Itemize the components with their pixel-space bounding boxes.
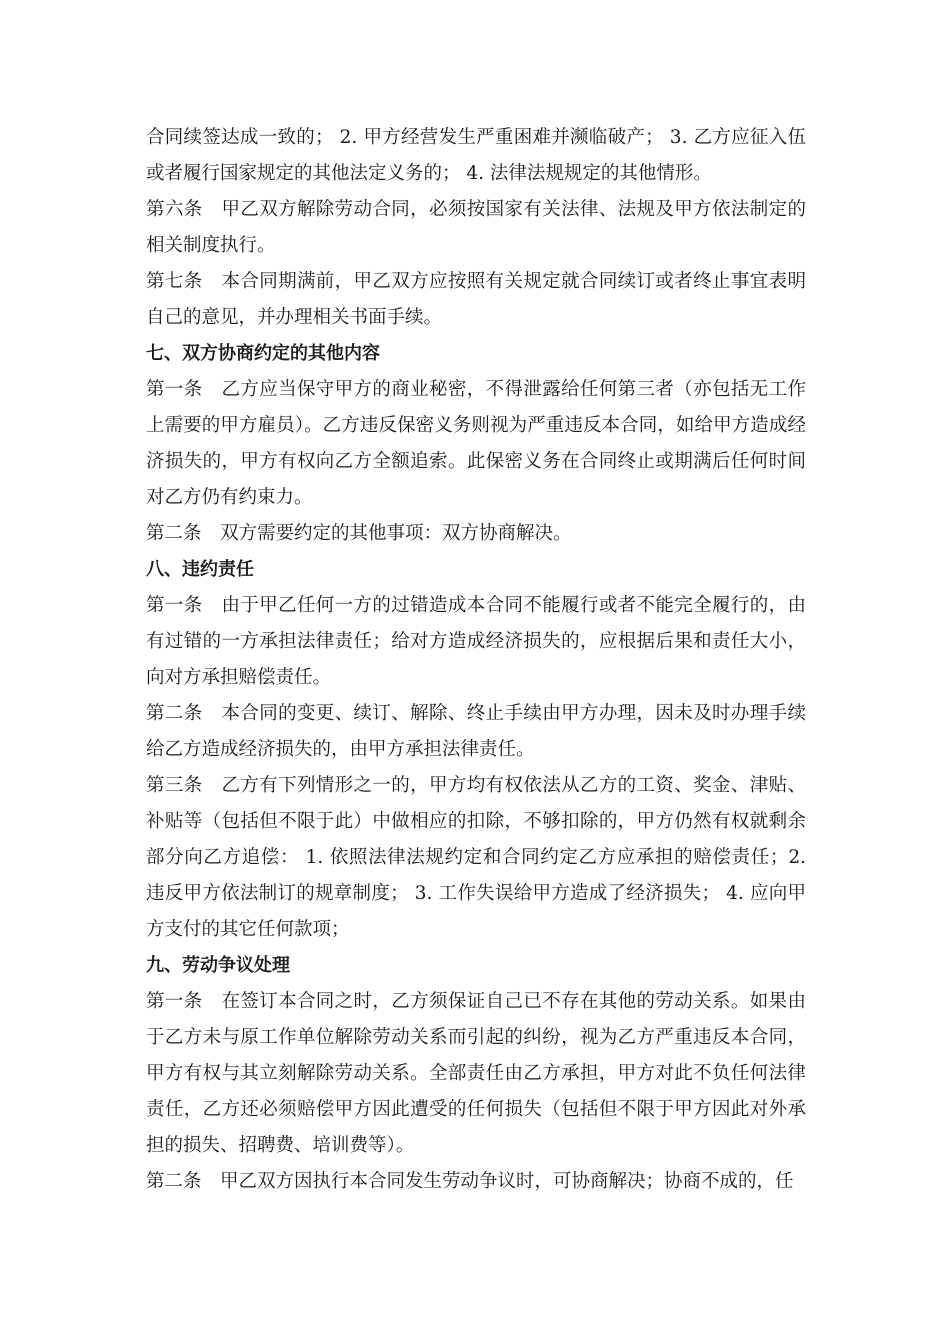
paragraph-breach-3: 第三条 乙方有下列情形之一的，甲方均有权依法从乙方的工资、奖金、津贴、补贴等（包括但不限于此）中做相应的扣除，不够扣除的，甲方仍然有权就剩余部分向乙方追偿： 1. 依照法律法规约定和合同约定乙方应承担的赔偿责任；2. 违反甲方依法制订的规章制度； 3. 工作失误给甲方造成了经济损失； 4. 应向甲方支付的其它任何款项； — [146, 775, 806, 940]
paragraph-confidentiality: 第一条 乙方应当保守甲方的商业秘密，不得泄露给任何第三者（亦包括无工作上需要的甲方雇员）。乙方违反保密义务则视为严重违反本合同，如给甲方造成经济损失的，甲方有权向乙方全额追索。此保密义务在合同终止或期满后任何时间对乙方仍有约束力。 — [146, 379, 806, 508]
section-heading-7: 七、双方协商约定的其他内容 — [146, 343, 380, 364]
paragraph-article-7: 第七条 本合同期满前，甲乙双方应按照有关规定就合同续订或者终止事宜表明自己的意见，并办理相关书面手续。 — [146, 271, 806, 328]
paragraph-continuation: 合同续签达成一致的； 2. 甲方经营发生严重困难并濒临破产； 3. 乙方应征入伍或者履行国家规定的其他法定义务的； 4. 法律法规规定的其他情形。 — [146, 127, 806, 184]
paragraph-article-6: 第六条 甲乙双方解除劳动合同，必须按国家有关法律、法规及甲方依法制定的相关制度执行。 — [146, 199, 806, 256]
paragraph-breach-1: 第一条 由于甲乙任何一方的过错造成本合同不能履行或者不能完全履行的，由有过错的一方承担法律责任；给对方造成经济损失的，应根据后果和责任大小，向对方承担赔偿责任。 — [146, 595, 806, 688]
paragraph-breach-2: 第二条 本合同的变更、续订、解除、终止手续由甲方办理，因未及时办理手续给乙方造成经济损失的，由甲方承担法律责任。 — [146, 703, 806, 760]
section-heading-8: 八、违约责任 — [146, 559, 254, 580]
document-body — [146, 120, 806, 1200]
paragraph-dispute-2: 第二条 甲乙双方因执行本合同发生劳动争议时，可协商解决；协商不成的，任 — [146, 1171, 794, 1192]
paragraph-other-matters: 第二条 双方需要约定的其他事项：双方协商解决。 — [146, 523, 572, 544]
paragraph-dispute-1: 第一条 在签订本合同之时，乙方须保证自己已不存在其他的劳动关系。如果由于乙方未与原工作单位解除劳动关系而引起的纠纷，视为乙方严重违反本合同，甲方有权与其立刻解除劳动关系。全部责任由乙方承担，甲方对此不负任何法律责任，乙方还必须赔偿甲方因此遭受的任何损失（包括但不限于甲方因此对外承担的损失、招聘费、培训费等）。 — [146, 991, 806, 1156]
section-heading-9: 九、劳动争议处理 — [146, 955, 290, 976]
